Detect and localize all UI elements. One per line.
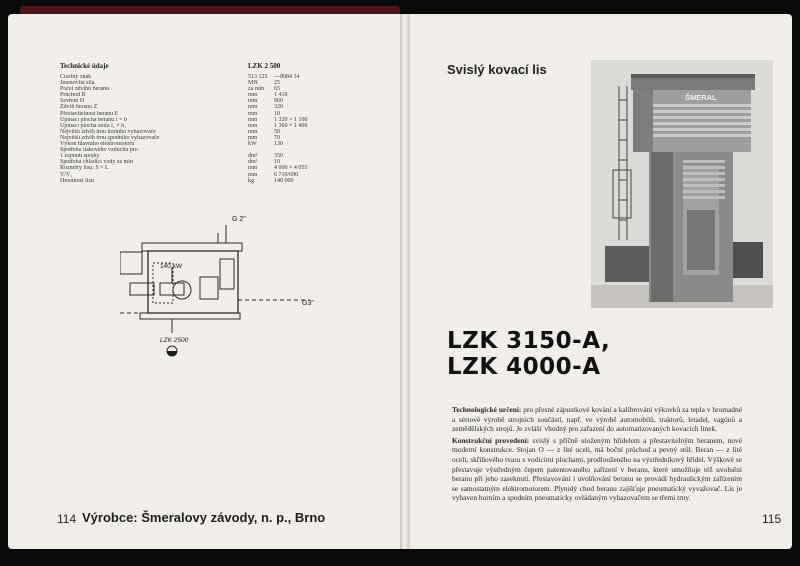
spec-value: 350 xyxy=(274,153,283,160)
spec-unit: 513 125 xyxy=(248,74,268,80)
g3-label: G3" xyxy=(302,300,314,307)
spec-unit: mm xyxy=(248,122,258,129)
paragraph-construction-label: Konstrukční provedení: xyxy=(452,435,530,445)
spec-unit: mm xyxy=(248,104,258,111)
spec-value: 130 xyxy=(274,141,283,148)
spec-label: Upínací plocha stolu l₁ × b₁ xyxy=(60,122,127,129)
paragraph-technology-label: Technologické určení: xyxy=(452,405,522,414)
spec-unit: kW xyxy=(248,141,257,148)
spec-value: 4 000 × 4 055 xyxy=(274,165,308,172)
press-plan-outline xyxy=(148,251,238,313)
spec-label: Výkon hlavního elektromotoru xyxy=(60,141,135,148)
spec-label: Spotřeba chladicí vody za min xyxy=(60,159,133,166)
spec-label: Největší zdvih trnu spodního vyhazovače xyxy=(60,134,160,141)
spec-row xyxy=(60,178,360,184)
spec-unit: mm xyxy=(248,98,258,105)
model-name-line1: LZK 3150-A, xyxy=(447,328,611,354)
spec-value: 140 000 xyxy=(274,177,294,184)
spec-unit: MN xyxy=(248,80,258,87)
spec-unit: mm xyxy=(248,128,258,135)
spec-value: 1 410 xyxy=(274,92,288,99)
spec-value: 960 xyxy=(274,98,283,105)
spec-label: Počet zdvihů beranu xyxy=(60,86,109,93)
spec-value: 320 xyxy=(274,104,283,111)
spec-value: 50 xyxy=(274,128,280,135)
spec-unit: kg xyxy=(248,177,254,184)
spec-label: Číselný znak xyxy=(60,74,92,80)
spec-header xyxy=(60,62,360,70)
paragraph-construction xyxy=(452,436,742,503)
spec-unit: mm xyxy=(248,165,258,172)
spec-value: —8984 34 xyxy=(274,74,300,80)
press-schematic-drawing xyxy=(120,205,350,365)
switch-box-right xyxy=(160,283,184,295)
spec-value: 1 320 × 1 100 xyxy=(274,116,308,123)
photo-brand-sign: ŠMERAL xyxy=(685,93,717,102)
section-title: Svislý kovací lis xyxy=(447,62,547,77)
spec-value: 25 xyxy=(274,80,280,87)
spec-unit: mm xyxy=(248,134,258,141)
spec-unit: dm³ xyxy=(248,153,258,160)
spec-table xyxy=(60,62,360,184)
left-page-number: 114 xyxy=(57,512,77,526)
spec-label: 1 zapnutí spojky xyxy=(60,153,100,160)
power-label: 140 kW xyxy=(160,263,183,270)
spec-label: Spotřeba tlakového vzduchu pro xyxy=(60,147,138,154)
spec-value: 10 xyxy=(274,159,280,166)
spec-label: V/V₁ xyxy=(60,171,73,178)
book-gutter xyxy=(400,14,410,549)
spec-value: 10 xyxy=(274,110,280,117)
right-page-number: 115 xyxy=(762,512,782,526)
spec-label: Největší zdvih trnu horního vyhazovače xyxy=(60,128,156,135)
paragraph-technology-text: pro přesné zápustkové kování a kalibrování výkovků za tepla v hromadné a sériové výrobě strojních součástí, např. ve výrobě automobilů, traktorů, letadel, vagónů a zemědělských strojů. Je zvlášť vhodný pro zařazení do automatizovaných kovacích linek. xyxy=(452,405,742,434)
spec-unit: mm xyxy=(248,116,258,123)
spec-model-column: LZK 2 500 xyxy=(248,62,281,70)
spec-value: 6 710/690 xyxy=(274,171,299,178)
spec-unit: mm xyxy=(248,110,258,117)
spec-heading: Technické údaje xyxy=(60,62,109,70)
model-name-line2: LZK 4000-A xyxy=(447,354,601,380)
motor-box xyxy=(120,252,142,274)
paragraph-construction-text: svislý s příčně uloženým hřídelem a přestavitelným beranem, nové moderní konstrukce. Stojan O — z lité oceli, má boční průchod a pevný stůl. Beran — z lité oceli, skříňového tvaru s vodicími plochami, prodlouženého na výstředníkový hřídel. Výškové se přestavuje výstředným čepem patentovaného zařízení v beranu, které umožňuje též uvolnění beranu při jeho zaseknutí. Přestavování i uvolňování beranu se provádí hydraulickým zařízením se samostatným elektromotorem. Plynulý chod beranu zajišťuje pneumatický vyvažovač. Lis je vybaven horním a spodním pneumaticky ovládaným vyhazovačem se třemi trny. xyxy=(452,435,742,503)
spec-unit: za min xyxy=(248,86,265,93)
spec-label: Rozměry lisu: S × L xyxy=(60,165,109,172)
spec-value: 1 360 × 1 400 xyxy=(274,122,308,129)
spec-label: Sevření H xyxy=(60,98,85,105)
spec-rows xyxy=(60,74,360,184)
spec-value: 65 xyxy=(274,86,280,93)
spec-label: Zdvih beranu Z xyxy=(60,104,98,111)
spec-label: Hmotnost lisu xyxy=(60,177,94,184)
forging-press-photo xyxy=(591,60,773,308)
spec-unit: mm xyxy=(248,171,258,178)
spec-label: Upínací plocha beranu i × b xyxy=(60,116,127,123)
switch-box-left xyxy=(130,283,154,295)
spec-label: Průchod B xyxy=(60,92,86,99)
drawing-model-label: LZK 2500 xyxy=(160,337,189,344)
manufacturer-line: Výrobce: Šmeralovy závody, n. p., Brno xyxy=(82,510,326,525)
spec-label: Přestavitelnost beranu E xyxy=(60,110,119,117)
spec-label: Jmenovitá síla xyxy=(60,80,95,87)
spec-unit: dm³ xyxy=(248,159,258,166)
description-text xyxy=(452,405,742,505)
spec-unit: mm xyxy=(248,92,258,99)
spec-value: 70 xyxy=(274,134,280,141)
paragraph-technology xyxy=(452,405,742,434)
g2-label: G 2" xyxy=(232,216,246,223)
